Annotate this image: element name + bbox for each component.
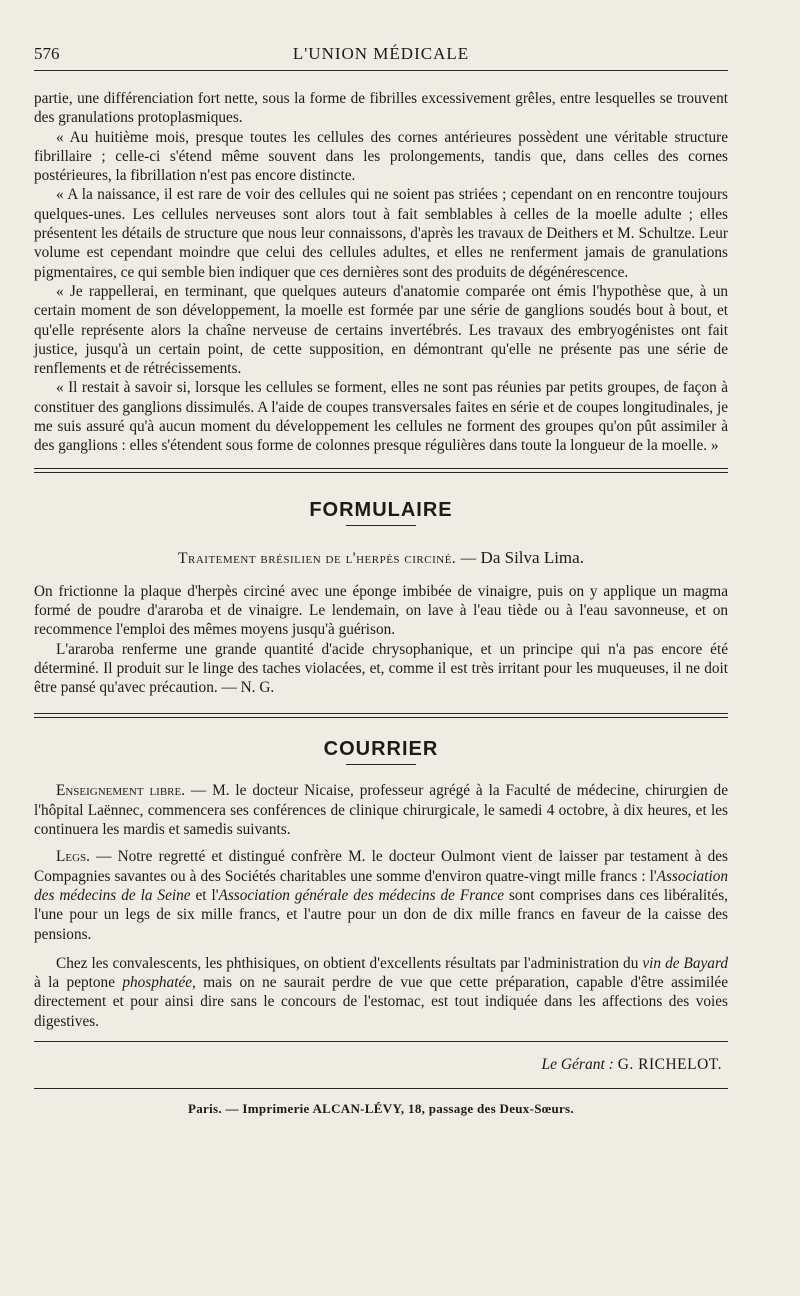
courrier-item-italic: Association des médecins de la Seine [34,867,728,904]
advert-italic: phosphatée [122,974,193,992]
formulaire-paragraph-text: L'araroba renferme une grande quantité d'acide chrysophanique, et un principe qui n'a pas encore été déterminé. Il produit sur le linge des taches violacées, et, comme il est très irritant pour les muqueuses, il ne doit être pansé qu'avec précaution. [34,640,728,697]
courrier-body [34,781,728,1031]
courrier-item-text: sont comprises dans ces libéralités, l'une pour un legs de six mille francs, et l'autre pour un don de dix mille francs en faveur de la caisse des pensions. [34,886,728,943]
formulaire-signoff: — N. G. [221,679,275,697]
advert-text: , mais on ne saurait perdre de vue que cette préparation, capable d'être assimilée directement et pour ainsi dire sans le concours de l'estomac, est tout indiquée dans les affections des voies digestives. [34,974,728,1030]
article-paragraph: « Je rappellerai, en terminant, que quelques auteurs d'anatomie comparée ont émis l'hypothèse que, à un certain moment de son développement, la moelle est formée par une série de ganglions soudés bout à bout, et qu'elle représente alors la chaîne nerveuse de certains invertébrés. Les travaux des embryogénistes ont fait justice, jusqu'à un certain point, de cette supposition, en démontrant qu'elle ne présente pas une série de renflements et de rétrécissements. [34,282,728,378]
recipe-title-text: Traitement brésilien de l'herpès circiné. — [178,549,477,567]
page-number: 576 [34,44,60,63]
article-paragraph: partie, une différenciation fort nette, sous la forme de fibrilles excessivement grêles, entre lesquelles se trouvent des granulations protoplasmiques. [34,90,728,127]
advert-italic: vin de Bayard [642,954,728,972]
section-divider [34,713,728,718]
advert-text: à la peptone [34,974,123,992]
footer-printer: Imprimerie ALCAN-LÉVY, 18, passage des Deux-Sœurs. [242,1100,574,1116]
formulaire-body [34,582,728,698]
recipe-author: Da Silva Lima. [480,547,584,567]
advert-paragraph [34,954,728,1031]
courrier-item-lead: Legs. [56,848,90,866]
courrier-item [34,781,728,839]
gerant-rule [34,1041,728,1042]
courrier-item [34,847,728,943]
header-rule [34,70,728,71]
section-divider [34,468,728,473]
formulaire-paragraph [34,640,728,698]
article-paragraph: « Il restait à savoir si, lorsque les cellules se forment, elles ne sont pas réunies par petits groupes, de façon à constituer des ganglions dissimulés. A l'aide de coupes transversales faites en série et de coupes longitudinales, je me suis assuré qu'à aucun moment du développement les cellules ne forment des groupes qu'on pût assimiler à des ganglions : elles s'étendent sous forme de colonnes presque régulières dans toute la longueur de la moelle. » [34,379,728,455]
footer-city: Paris. — [188,1100,239,1116]
running-head [34,40,728,70]
formulaire-heading: FORMULAIRE [309,498,453,521]
gerant-line [34,1056,722,1074]
journal-title: L'UNION MÉDICALE [292,44,470,63]
courrier-item-text: — Notre regretté et distingué confrère M. le docteur Oulmont vient de laisser par testament à des Compagnies savantes ou à des Sociétés charitables une somme d'environ quatre-vingt mille francs : l' [34,848,728,885]
courrier-heading: COURRIER [323,738,439,761]
recipe-title [34,548,728,568]
formulaire-paragraph: On frictionne la plaque d'herpès circiné avec une éponge imbibée de vinaigre, puis on y applique un magma formé de poudre d'araroba et de vinaigre. Le lendemain, on lave à l'eau tiède ou à l'eau savonneuse, et on recommence l'emploi des mêmes moyens jusqu'à guérison. [34,582,728,639]
courrier-item-lead: Enseignement libre. [56,782,186,800]
printer-footer [34,1101,728,1117]
gerant-label: Le Gérant : [541,1055,614,1073]
courrier-item-italic: Association générale des médecins de France [218,886,505,904]
heading-underline [346,525,416,526]
footer-rule [34,1088,728,1089]
courrier-item-text: — M. le docteur Nicaise, professeur agrégé à la Faculté de médecine, chirurgien de l'hôpital Laënnec, commencera ses conférences de clinique chirurgicale, le samedi 4 octobre, à dix heures, et les continuera les mardis et samedis suivants. [34,782,728,839]
article-paragraph: « Au huitième mois, presque toutes les cellules des cornes antérieures possèdent une véritable structure fibrillaire ; celle-ci s'étend même souvent dans les prolongements, tandis que, dans celles des cornes postérieures, la fibrillation n'est pas encore distincte. [34,128,728,185]
heading-underline [346,764,416,765]
article-continuation [34,89,728,456]
advert-text: Chez les convalescents, les phthisiques, on obtient d'excellents résultats par l'administration du [56,954,643,972]
gerant-name: G. RICHELOT. [617,1055,722,1073]
article-paragraph: « A la naissance, il est rare de voir des cellules qui ne soient pas striées ; cependant on en rencontre toujours quelques-unes. Les cellules nerveuses sont alors tout à fait semblables à celles de la moelle adulte ; elles présentent les détails de structure que nous leur connaissons, d'après les travaux de Deithers et M. Schultze. Leur volume est cependant moindre que celui des cellules adultes, et elles ne renferment jamais de granulations pigmentaires, ce qui semble bien indiquer que ces dernières sont des produits de dégénérescence. [34,186,728,281]
courrier-item-text: et l' [190,886,219,904]
